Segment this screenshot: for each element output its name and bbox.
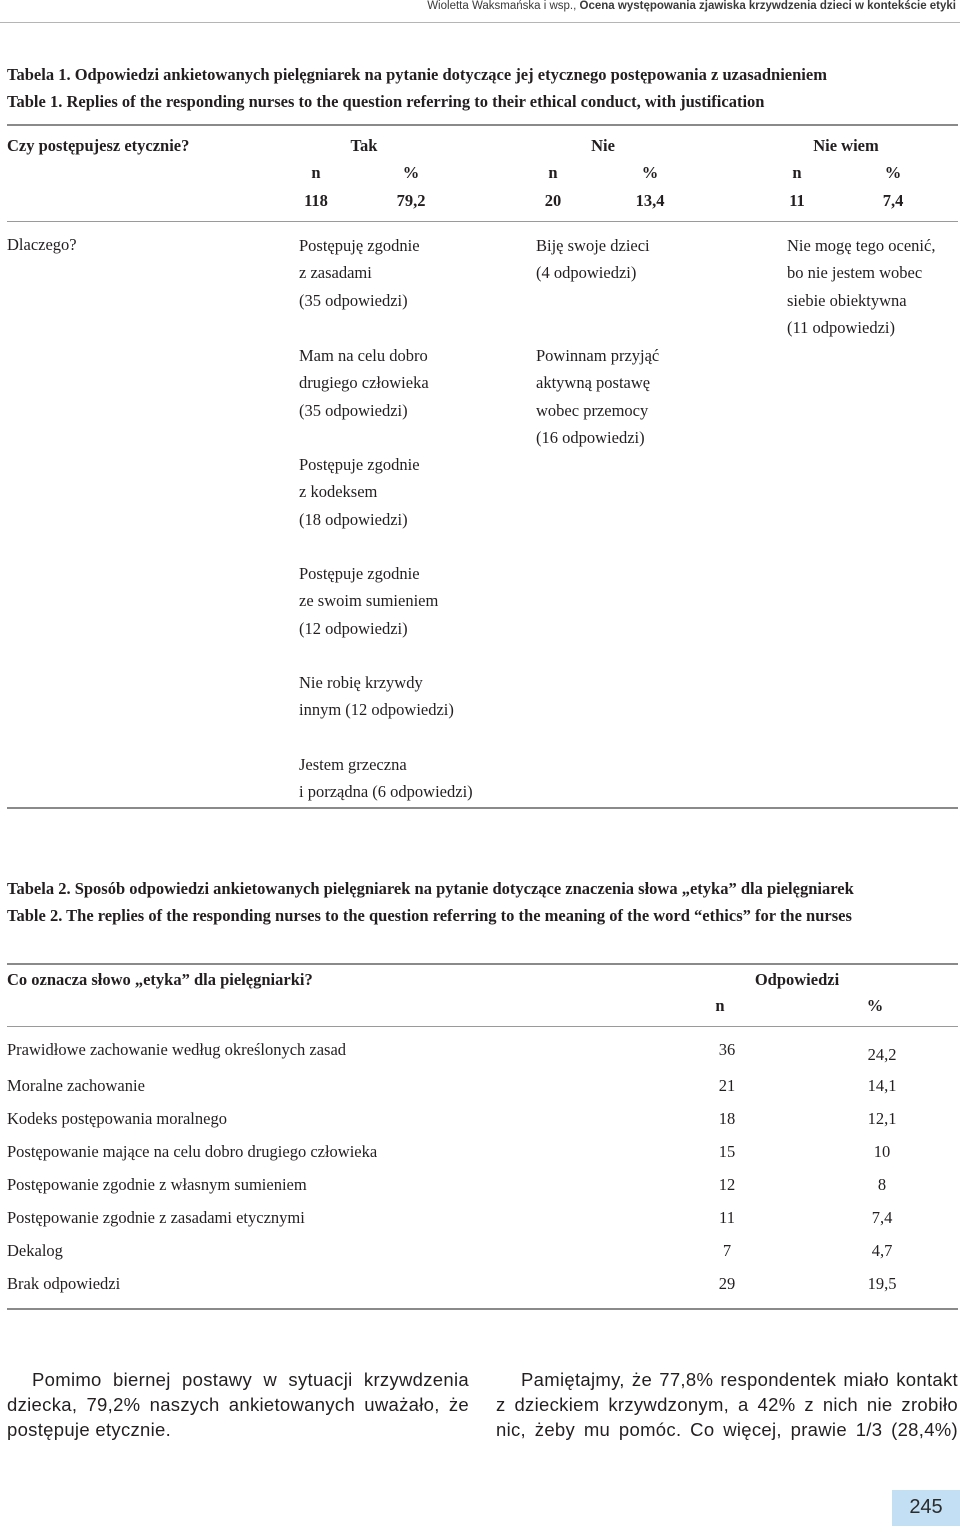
reason-no-2: Powinnam przyjąć aktywną postawę wobec przemocy (16 odpowiedzi) <box>536 346 660 447</box>
why-label: Dlaczego? <box>7 235 77 254</box>
row-n: 7 <box>722 1241 732 1260</box>
tak-n-header: n <box>311 163 321 182</box>
table1-bottom-rule <box>7 807 958 809</box>
running-header <box>427 0 956 12</box>
reason-yes-1: Postępuję zgodnie z zasadami (35 odpowiedzi) <box>299 236 420 310</box>
page-number-box <box>892 1490 960 1526</box>
table2-question: Co oznacza słowo „etyka” dla pielęgniarki? <box>7 970 313 989</box>
row-n: 21 <box>718 1076 736 1095</box>
row-pct: 14,1 <box>867 1076 897 1095</box>
tak-n-value: 118 <box>304 191 328 210</box>
reason-no-1: Biję swoje dzieci (4 odpowiedzi) <box>536 236 650 283</box>
table-row <box>7 1241 957 1268</box>
row-label: Postępowanie zgodnie z zasadami etycznymi <box>7 1208 305 1227</box>
nie-pct-header: % <box>641 163 659 182</box>
header-article-title: Ocena występowania zjawiska krzywdzenia dzieci w kontekście etyki <box>579 0 956 12</box>
nie-wiem-pct-value: 7,4 <box>882 191 904 210</box>
row-pct: 4,7 <box>871 1241 893 1260</box>
table-row <box>7 1142 957 1169</box>
row-n: 12 <box>718 1175 736 1194</box>
nie-wiem-pct-header: % <box>884 163 902 182</box>
body-paragraph-right: Pamiętajmy, że 77,8% respondentek miało kontakt z dzieckiem krzywdzonym, a 42% z nich nie zrobiło nic, żeby mu pomóc. Co więcej, prawie 1/3 (28,4%) <box>496 1369 958 1440</box>
tak-pct-header: % <box>402 163 420 182</box>
table2-caption-pl: Tabela 2. Sposób odpowiedzi ankietowanych pielęgniarek na pytanie dotyczące znaczenia słowa „etyka” dla pielęgniarek <box>7 879 854 898</box>
table-row <box>7 1040 957 1067</box>
row-label: Postępowanie zgodnie z własnym sumieniem <box>7 1175 307 1194</box>
row-label: Kodeks postępowania moralnego <box>7 1109 227 1128</box>
table2-mid-rule <box>7 1026 958 1027</box>
row-n: 11 <box>719 1208 735 1227</box>
table2-n-header: n <box>715 996 725 1015</box>
row-pct: 8 <box>877 1175 887 1194</box>
row-pct: 19,5 <box>867 1274 897 1293</box>
row-n: 36 <box>718 1040 736 1059</box>
table1-top-rule <box>7 124 958 126</box>
tak-pct-value: 79,2 <box>396 191 426 210</box>
row-n: 29 <box>718 1274 736 1293</box>
row-pct: 7,4 <box>871 1208 893 1227</box>
row-label: Prawidłowe zachowanie według określonych zasad <box>7 1040 347 1059</box>
row-label: Brak odpowiedzi <box>7 1274 121 1293</box>
answer-tak-label: Tak <box>350 136 378 155</box>
nie-n-header: n <box>548 163 558 182</box>
table1-caption-pl: Tabela 1. Odpowiedzi ankietowanych pielęgniarek na pytanie dotyczące jej etycznego postępowania z uzasadnieniem <box>7 65 827 84</box>
row-n: 18 <box>718 1109 736 1128</box>
body-paragraph-left: Pomimo biernej postawy w sytuacji krzywdzenia dziecka, 79,2% naszych ankietowanych uważało, że postępuje etycznie. <box>7 1369 469 1440</box>
page-number: 245 <box>909 1496 943 1518</box>
reason-yes-6: Jestem grzeczna i porządna (6 odpowiedzi) <box>299 755 473 802</box>
table-row <box>7 1175 957 1202</box>
row-label: Postępowanie mające na celu dobro drugiego człowieka <box>7 1142 378 1161</box>
table1-caption-en: Table 1. Replies of the responding nurses to the question referring to their ethical conduct, with justification <box>7 92 765 111</box>
reason-yes-4: Postępuje zgodnie ze swoim sumieniem (12 odpowiedzi) <box>299 564 439 638</box>
table-row <box>7 1076 957 1103</box>
answer-nie-label: Nie <box>591 136 615 155</box>
row-pct: 12,1 <box>867 1109 897 1128</box>
reason-yes-3: Postępuje zgodnie z kodeksem (18 odpowiedzi) <box>299 455 420 529</box>
nie-wiem-n-header: n <box>792 163 802 182</box>
table2-bottom-rule <box>7 1308 958 1310</box>
nie-pct-value: 13,4 <box>635 191 665 210</box>
table1-question: Czy postępujesz etycznie? <box>7 136 190 155</box>
table2-top-rule <box>7 963 958 965</box>
table-row <box>7 1109 957 1136</box>
nie-n-value: 20 <box>544 191 562 210</box>
answers-header: Odpowiedzi <box>754 970 840 989</box>
row-label: Moralne zachowanie <box>7 1076 145 1095</box>
table-row <box>7 1208 957 1235</box>
row-n: 15 <box>718 1142 736 1161</box>
table2-caption-en: Table 2. The replies of the responding nurses to the question referring to the meaning of the word “ethics” for the nurses <box>7 906 852 925</box>
table-row <box>7 1274 957 1301</box>
table2-pct-header: % <box>866 996 884 1015</box>
answer-nie-wiem-label: Nie wiem <box>813 136 879 155</box>
reason-yes-2: Mam na celu dobro drugiego człowieka (35 odpowiedzi) <box>299 346 429 420</box>
row-label: Dekalog <box>7 1241 63 1260</box>
nie-wiem-n-value: 11 <box>789 191 805 210</box>
reason-yes-5: Nie robię krzywdy innym (12 odpowiedzi) <box>299 673 454 720</box>
table1-mid-rule <box>7 221 958 222</box>
row-pct: 24,2 <box>867 1045 897 1064</box>
header-authors: Wioletta Waksmańska i wsp., <box>427 0 577 12</box>
header-divider <box>0 22 960 23</box>
reason-dontknow-1: Nie mogę tego ocenić, bo nie jestem wobec siebie obiektywna (11 odpowiedzi) <box>787 236 936 337</box>
row-pct: 10 <box>873 1142 891 1161</box>
